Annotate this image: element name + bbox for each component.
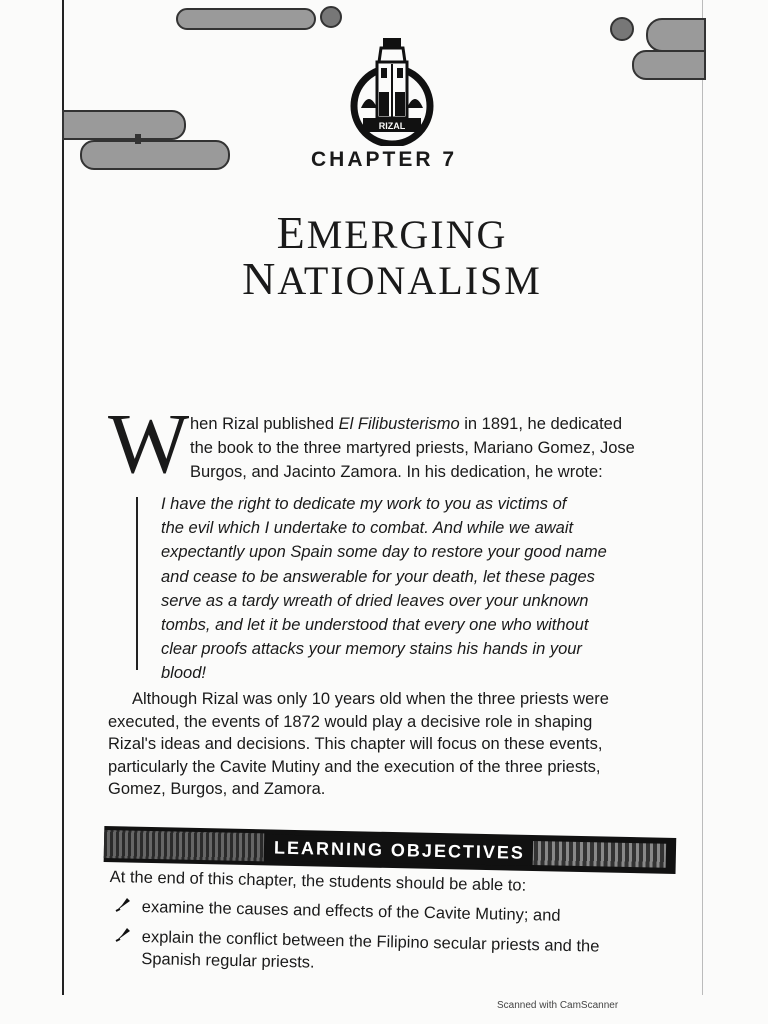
quote-bar xyxy=(136,497,138,670)
decorative-dot xyxy=(320,6,342,28)
chapter-title-line-1: EMERGING xyxy=(276,207,508,258)
banner-texture xyxy=(104,830,265,861)
quote-line: I have the right to dedicate my work to you as victims of xyxy=(161,495,567,513)
opening-line-2: the book to the three martyred priests, Mariano Gomez, Jose xyxy=(190,439,635,457)
emblem-caption: RIZAL xyxy=(378,121,406,131)
objective-item xyxy=(141,926,662,981)
opening-line-3: Burgos, and Jacinto Zamora. In his dedication, he wrote: xyxy=(190,463,603,481)
decorative-pill xyxy=(646,18,706,52)
decorative-connector xyxy=(135,134,141,144)
objective-line: explain the conflict between the Filipino secular priests and the xyxy=(141,927,600,956)
quote-line: clear proofs attacks your memory stains his hands in your xyxy=(161,640,582,659)
quote-line: the evil which I undertake to combat. And while we await xyxy=(161,519,574,538)
objectives-intro: At the end of this chapter, the students should be able to: xyxy=(109,867,527,895)
chapter-title-line-2: NATIONALISM xyxy=(242,253,542,304)
paragraph-line: Gomez, Burgos, and Zamora. xyxy=(108,780,326,798)
learning-objectives-heading: LEARNING OBJECTIVES xyxy=(266,834,534,866)
objective-item xyxy=(142,896,662,929)
pen-nib-icon xyxy=(114,926,132,942)
tower-emblem-icon xyxy=(343,34,441,146)
quote-line: tombs, and let it be understood that every one who without xyxy=(161,616,589,635)
objective-line: Spanish regular priests. xyxy=(141,949,315,972)
quote-line: blood! xyxy=(161,664,206,683)
opening-line-1: hen Rizal published El Filibusterismo in 1891, he dedicated xyxy=(190,415,623,433)
paragraph-line: Rizal's ideas and decisions. This chapter will focus on these events, xyxy=(108,735,603,753)
paragraph-line: Although Rizal was only 10 years old when the three priests were xyxy=(132,690,609,708)
chapter-label: CHAPTER 7 xyxy=(310,148,458,171)
decorative-pill xyxy=(632,50,706,80)
paragraph-line: executed, the events of 1872 would play a decisive role in shaping xyxy=(108,712,593,731)
pen-nib-icon xyxy=(114,896,132,912)
decorative-pill xyxy=(176,8,316,30)
objective-line: examine the causes and effects of the Cavite Mutiny; and xyxy=(141,897,561,925)
dropcap-letter: W xyxy=(108,395,190,491)
chapter-emblem xyxy=(343,34,441,146)
quote-line: serve as a tardy wreath of dried leaves over your unknown xyxy=(161,591,589,610)
quote-line: expectantly upon Spain some day to restore your good name xyxy=(161,543,607,562)
decorative-dot xyxy=(610,17,634,41)
decorative-pill xyxy=(62,110,186,140)
paragraph-line: particularly the Cavite Mutiny and the execution of the three priests, xyxy=(108,757,601,776)
scanner-watermark: Scanned with CamScanner xyxy=(497,1000,619,1011)
quote-line: and cease to be answerable for your death, let these pages xyxy=(161,567,595,586)
dedication-quote xyxy=(161,492,661,686)
body-paragraph xyxy=(108,688,678,801)
